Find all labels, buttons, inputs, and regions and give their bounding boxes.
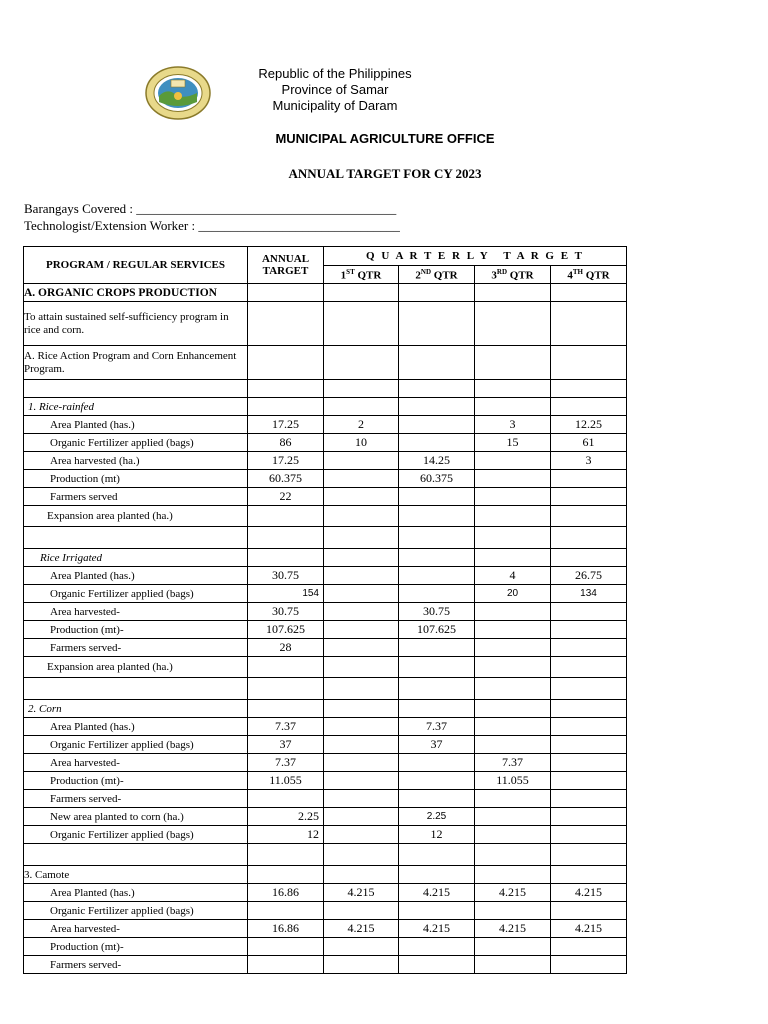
cell-q1 xyxy=(324,866,399,884)
cell-q3 xyxy=(475,938,551,956)
table-row xyxy=(24,603,627,621)
row-label: Area harvested- xyxy=(24,603,248,621)
cell-annual xyxy=(248,657,324,678)
header-q4 xyxy=(551,266,627,284)
table-row xyxy=(24,884,627,902)
table-row xyxy=(24,416,627,434)
cell-annual: 12 xyxy=(248,826,324,844)
header-municipality: Municipality of Daram xyxy=(272,98,398,113)
cell-q2 xyxy=(399,527,475,549)
cell-q4 xyxy=(551,902,627,920)
cell-q1 xyxy=(324,639,399,657)
row-label: Area harvested- xyxy=(24,754,248,772)
cell-q3 xyxy=(475,398,551,416)
section-organic-crops: A. ORGANIC CROPS PRODUCTION xyxy=(24,284,248,302)
cell-annual xyxy=(248,956,324,974)
cell-annual xyxy=(248,938,324,956)
header-annual-target xyxy=(248,247,324,284)
office-title: MUNICIPAL AGRICULTURE OFFICE xyxy=(275,131,495,146)
cell-q1 xyxy=(324,506,399,527)
cell-q2 xyxy=(399,772,475,790)
cell-q1 xyxy=(324,398,399,416)
cell-annual xyxy=(248,700,324,718)
row-label: Expansion area planted (ha.) xyxy=(24,506,248,527)
cell-q1 xyxy=(324,621,399,639)
barangays-covered-field: Barangays Covered : ________________________________________ xyxy=(24,201,397,216)
document-title: ANNUAL TARGET FOR CY 2023 xyxy=(288,166,482,181)
row-label xyxy=(24,844,248,866)
cell-q4 xyxy=(551,470,627,488)
cell-q2 xyxy=(399,844,475,866)
cell-q2 xyxy=(399,488,475,506)
cell-annual: 16.86 xyxy=(248,920,324,938)
row-label xyxy=(24,678,248,700)
header-q1 xyxy=(324,266,399,284)
cell-q1: 4.215 xyxy=(324,920,399,938)
cell-q2 xyxy=(399,657,475,678)
cell-q1 xyxy=(324,549,399,567)
cell-q2 xyxy=(399,902,475,920)
table-row xyxy=(24,790,627,808)
cell-annual xyxy=(248,902,324,920)
cell-q2: 37 xyxy=(399,736,475,754)
table-row xyxy=(24,938,627,956)
cell-q4 xyxy=(551,506,627,527)
cell-q1 xyxy=(324,902,399,920)
row-label: Area Planted (has.) xyxy=(24,416,248,434)
cell-q4 xyxy=(551,938,627,956)
cell-q1 xyxy=(324,826,399,844)
cell-q4 xyxy=(551,736,627,754)
cell-q3 xyxy=(475,700,551,718)
cell-q4 xyxy=(551,488,627,506)
cell-annual xyxy=(248,790,324,808)
cell-q1 xyxy=(324,657,399,678)
cell-q4: 3 xyxy=(551,452,627,470)
cell-annual: 60.375 xyxy=(248,470,324,488)
cell-q1 xyxy=(324,585,399,603)
cell-q3: 7.37 xyxy=(475,754,551,772)
cell-q1 xyxy=(324,844,399,866)
table-row xyxy=(24,844,627,866)
cell-q4: 26.75 xyxy=(551,567,627,585)
q4-qtr: QTR xyxy=(583,269,610,282)
cell-q2 xyxy=(399,866,475,884)
cell-q4: 4.215 xyxy=(551,884,627,902)
cell-q3: 4.215 xyxy=(475,920,551,938)
cell-q3 xyxy=(475,639,551,657)
cell-q3 xyxy=(475,808,551,826)
cell-annual: 107.625 xyxy=(248,621,324,639)
cell-q3 xyxy=(475,956,551,974)
q3-num: 3 xyxy=(491,269,497,282)
cell-q4 xyxy=(551,621,627,639)
cell-q4 xyxy=(551,866,627,884)
row-label: Organic Fertilizer applied (bags) xyxy=(24,585,248,603)
cell-q1 xyxy=(324,772,399,790)
cell-q1 xyxy=(324,567,399,585)
header-province: Province of Samar xyxy=(281,82,389,97)
table-row xyxy=(24,736,627,754)
header-annual-line2: TARGET xyxy=(262,265,309,277)
cell-q3 xyxy=(475,603,551,621)
cell-q1 xyxy=(324,488,399,506)
cell-q4 xyxy=(551,639,627,657)
cell-q4 xyxy=(551,678,627,700)
cell-q3 xyxy=(475,844,551,866)
cell-q4 xyxy=(551,527,627,549)
header-annual-line1: ANNUAL xyxy=(261,253,310,265)
cell-annual: 11.055 xyxy=(248,772,324,790)
cell-annual: 22 xyxy=(248,488,324,506)
row-label: Area harvested- xyxy=(24,920,248,938)
cell-annual xyxy=(248,527,324,549)
cell-q3 xyxy=(475,506,551,527)
table-row xyxy=(24,527,627,549)
row-label: Organic Fertilizer applied (bags) xyxy=(24,902,248,920)
table-row xyxy=(24,826,627,844)
cell-annual xyxy=(248,844,324,866)
cell-q1 xyxy=(324,956,399,974)
cell-q2: 12 xyxy=(399,826,475,844)
cell-q2: 60.375 xyxy=(399,470,475,488)
q1-sup: ST xyxy=(346,267,355,276)
cell-q3 xyxy=(475,621,551,639)
cell-q4: 61 xyxy=(551,434,627,452)
cell-annual xyxy=(248,678,324,700)
row-label: Farmers served xyxy=(24,488,248,506)
cell-q4 xyxy=(551,772,627,790)
cell-q4: 4.215 xyxy=(551,920,627,938)
cell-q3: 4 xyxy=(475,567,551,585)
cell-q1 xyxy=(324,754,399,772)
table-row xyxy=(24,772,627,790)
cell-annual xyxy=(248,866,324,884)
cell-annual: 17.25 xyxy=(248,452,324,470)
cell-q1 xyxy=(324,527,399,549)
header-republic: Republic of the Philippines xyxy=(258,66,412,81)
cell-q3 xyxy=(475,488,551,506)
table-row xyxy=(24,657,627,678)
extension-worker-field: Technologist/Extension Worker : _______________________________ xyxy=(24,218,400,233)
row-label: Production (mt)- xyxy=(24,621,248,639)
cell-annual: 7.37 xyxy=(248,754,324,772)
cell-q2: 2.25 xyxy=(399,808,475,826)
cell-q4 xyxy=(551,603,627,621)
cell-q4 xyxy=(551,718,627,736)
cell-q4: 134 xyxy=(551,585,627,603)
q1-qtr: QTR xyxy=(354,269,382,282)
row-label xyxy=(24,527,248,549)
cell-q3 xyxy=(475,527,551,549)
cell-q2 xyxy=(399,567,475,585)
row-label: Farmers served- xyxy=(24,790,248,808)
row-label: Area Planted (has.) xyxy=(24,567,248,585)
cell-q2 xyxy=(399,956,475,974)
q3-qtr: QTR xyxy=(507,269,534,282)
cell-q3 xyxy=(475,657,551,678)
cell-annual: 86 xyxy=(248,434,324,452)
row-label: Rice Irrigated xyxy=(24,549,248,567)
cell-annual: 16.86 xyxy=(248,884,324,902)
cell-annual xyxy=(248,549,324,567)
row-label: Area harvested (ha.) xyxy=(24,452,248,470)
row-label: Organic Fertilizer applied (bags) xyxy=(24,736,248,754)
cell-q3: 4.215 xyxy=(475,884,551,902)
cell-q3 xyxy=(475,866,551,884)
header-q2 xyxy=(399,266,475,284)
cell-q1 xyxy=(324,938,399,956)
cell-q3 xyxy=(475,826,551,844)
cell-q2: 14.25 xyxy=(399,452,475,470)
table-row xyxy=(24,920,627,938)
table-row xyxy=(24,488,627,506)
cell-q1 xyxy=(324,736,399,754)
cell-q2 xyxy=(399,678,475,700)
cell-q4 xyxy=(551,790,627,808)
table-row xyxy=(24,754,627,772)
cell-q4 xyxy=(551,657,627,678)
row-label: Area Planted (has.) xyxy=(24,884,248,902)
cell-q1 xyxy=(324,678,399,700)
row-label: Organic Fertilizer applied (bags) xyxy=(24,826,248,844)
table-row xyxy=(24,956,627,974)
table-row xyxy=(24,549,627,567)
cell-q2: 4.215 xyxy=(399,920,475,938)
table-row xyxy=(24,808,627,826)
cell-annual: 37 xyxy=(248,736,324,754)
table-row xyxy=(24,452,627,470)
cell-q3 xyxy=(475,470,551,488)
cell-q3 xyxy=(475,678,551,700)
cell-q4 xyxy=(551,398,627,416)
cell-q2 xyxy=(399,754,475,772)
cell-q3: 15 xyxy=(475,434,551,452)
cell-q1 xyxy=(324,718,399,736)
cell-q1: 2 xyxy=(324,416,399,434)
cell-annual: 154 xyxy=(248,585,324,603)
table-row xyxy=(24,434,627,452)
cell-q2 xyxy=(399,700,475,718)
q3-sup: RD xyxy=(496,267,508,276)
row-label: 2. Corn xyxy=(24,700,248,718)
q2-qtr: QTR xyxy=(431,269,458,282)
cell-q2: 107.625 xyxy=(399,621,475,639)
cell-q1 xyxy=(324,603,399,621)
row-label: Area Planted (has.) xyxy=(24,718,248,736)
cell-q3: 20 xyxy=(475,585,551,603)
q2-sup: ND xyxy=(420,267,432,276)
cell-q2 xyxy=(399,639,475,657)
row-label: 3. Camote xyxy=(24,866,248,884)
cell-q2 xyxy=(399,506,475,527)
table-row xyxy=(24,470,627,488)
table-row xyxy=(24,506,627,527)
table-row xyxy=(24,639,627,657)
cell-annual xyxy=(248,398,324,416)
cell-annual: 28 xyxy=(248,639,324,657)
table-row xyxy=(24,902,627,920)
row-label: Production (mt)- xyxy=(24,938,248,956)
cell-q1 xyxy=(324,452,399,470)
cell-annual: 2.25 xyxy=(248,808,324,826)
cell-q3 xyxy=(475,902,551,920)
cell-annual xyxy=(248,506,324,527)
cell-q2 xyxy=(399,938,475,956)
cell-annual: 30.75 xyxy=(248,603,324,621)
q1-num: 1 xyxy=(340,269,347,282)
cell-annual: 30.75 xyxy=(248,567,324,585)
rice-program-text: A. Rice Action Program and Corn Enhancement Program. xyxy=(24,346,248,380)
cell-q3 xyxy=(475,736,551,754)
cell-q2: 7.37 xyxy=(399,718,475,736)
cell-q2 xyxy=(399,434,475,452)
row-label: Expansion area planted (ha.) xyxy=(24,657,248,678)
row-label: 1. Rice-rainfed xyxy=(24,398,248,416)
header-q3 xyxy=(475,266,551,284)
header-quarterly-target: Q U A R T E R L Y T A R G E T xyxy=(324,247,627,266)
q4-sup: TH xyxy=(572,267,584,276)
table-row xyxy=(24,585,627,603)
cell-q2 xyxy=(399,585,475,603)
row-label: Production (mt) xyxy=(24,470,248,488)
cell-q3 xyxy=(475,718,551,736)
cell-q4 xyxy=(551,754,627,772)
cell-q4 xyxy=(551,808,627,826)
cell-q3: 3 xyxy=(475,416,551,434)
cell-q2: 30.75 xyxy=(399,603,475,621)
cell-q3: 11.055 xyxy=(475,772,551,790)
annual-target-table xyxy=(23,246,627,974)
cell-q3 xyxy=(475,452,551,470)
cell-q2: 4.215 xyxy=(399,884,475,902)
table-row xyxy=(24,621,627,639)
cell-q3 xyxy=(475,549,551,567)
cell-q1: 4.215 xyxy=(324,884,399,902)
row-label: Farmers served- xyxy=(24,639,248,657)
cell-q3 xyxy=(475,790,551,808)
cell-q1 xyxy=(324,700,399,718)
cell-q4 xyxy=(551,844,627,866)
row-label: New area planted to corn (ha.) xyxy=(24,808,248,826)
table-row xyxy=(24,398,627,416)
cell-q1 xyxy=(324,470,399,488)
cell-annual: 17.25 xyxy=(248,416,324,434)
cell-q4 xyxy=(551,700,627,718)
cell-q1 xyxy=(324,808,399,826)
q4-num: 4 xyxy=(567,269,573,282)
cell-q4 xyxy=(551,549,627,567)
cell-q1 xyxy=(324,790,399,808)
objective-text: To attain sustained self-sufficiency program in rice and corn. xyxy=(24,302,248,346)
cell-q4: 12.25 xyxy=(551,416,627,434)
cell-q4 xyxy=(551,826,627,844)
cell-q1: 10 xyxy=(324,434,399,452)
table-row xyxy=(24,567,627,585)
q2-num: 2 xyxy=(415,269,421,282)
cell-q2 xyxy=(399,549,475,567)
cell-q2 xyxy=(399,398,475,416)
cell-q4 xyxy=(551,956,627,974)
row-label: Production (mt)- xyxy=(24,772,248,790)
table-row xyxy=(24,718,627,736)
cell-q2 xyxy=(399,790,475,808)
cell-annual: 7.37 xyxy=(248,718,324,736)
table-row xyxy=(24,700,627,718)
row-label: Organic Fertilizer applied (bags) xyxy=(24,434,248,452)
row-label: Farmers served- xyxy=(24,956,248,974)
cell-q2 xyxy=(399,416,475,434)
header-program: PROGRAM / REGULAR SERVICES xyxy=(24,247,248,284)
table-row xyxy=(24,866,627,884)
table-row xyxy=(24,678,627,700)
